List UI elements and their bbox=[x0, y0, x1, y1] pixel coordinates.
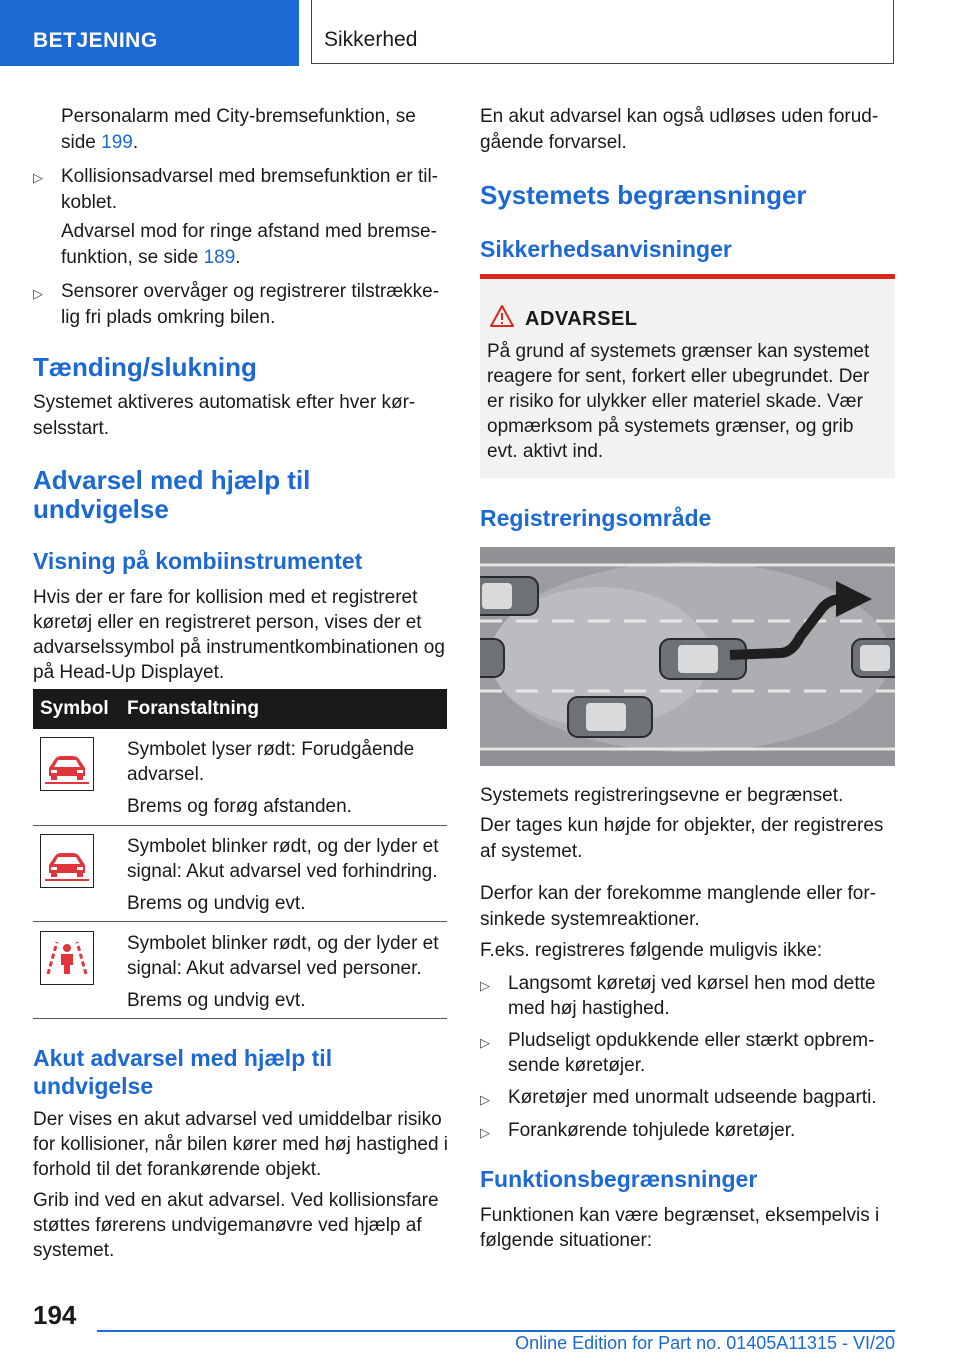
bullet-text: Forankørende tohjulede køretøjer. bbox=[508, 1120, 796, 1141]
body-text: Grib ind ved en akut advarsel. Ved kollisionsfare bbox=[33, 1190, 439, 1211]
table-cell-text: Symbolet blinker rødt, og der lyder et bbox=[127, 836, 439, 857]
table-cell-text: Brems og undvig evt. bbox=[127, 893, 306, 914]
warning-box bbox=[480, 274, 895, 478]
bullet-triangle-icon: ▷ bbox=[480, 1125, 490, 1140]
warning-text: På grund af systemets grænser kan systemet reagere for sent, forkert eller ubegrundet. Der er risiko for ulykker eller materiel skade. Vær opmærksom på systemets grænser, og grib evt. aktivt ind. bbox=[487, 341, 870, 462]
bullet-text: Sensorer overvåger og registrerer tilstrække- bbox=[61, 281, 440, 302]
section-tab bbox=[0, 0, 299, 66]
table-cell-text: Symbolet blinker rødt, og der lyder et bbox=[127, 933, 439, 954]
body-text: Derfor kan der forekomme manglende eller for- bbox=[480, 883, 877, 904]
bullet-text: med høj hastighed. bbox=[508, 998, 670, 1019]
page-link-199[interactable]: 199 bbox=[101, 132, 133, 153]
footer-divider bbox=[97, 1330, 895, 1332]
bullet-triangle-icon: ▷ bbox=[480, 1092, 490, 1107]
heading-sikkerhed: Sikkerhedsanvisninger bbox=[480, 236, 732, 262]
intro-text-2: side 199. bbox=[61, 132, 139, 153]
table-row-divider bbox=[33, 825, 447, 826]
body-text: selsstart. bbox=[33, 418, 110, 439]
chapter-box bbox=[311, 0, 894, 64]
heading-visning: Visning på kombiinstrumentet bbox=[33, 548, 363, 574]
warning-title: ADVARSEL bbox=[525, 308, 638, 330]
body-text: F.eks. registreres følgende muligvis ikke: bbox=[480, 940, 823, 961]
page-number: 194 bbox=[33, 1300, 77, 1330]
bullet-text: Kollisionsadvarsel med bremsefunktion er til- bbox=[61, 166, 438, 187]
table-row-divider bbox=[33, 1018, 447, 1019]
table-cell-text: Brems og forøg afstanden. bbox=[127, 796, 352, 817]
body-text: følgende situationer: bbox=[480, 1230, 653, 1251]
col-symbol: Symbol bbox=[40, 698, 109, 719]
table-cell-text: Brems og undvig evt. bbox=[127, 990, 306, 1011]
body-text: Systemets registreringsevne er begrænset. bbox=[480, 785, 844, 806]
bullet-text: Køretøjer med unormalt udseende bagparti. bbox=[508, 1087, 877, 1108]
bullet-triangle-icon: ▷ bbox=[480, 1035, 490, 1050]
body-text: Der vises en akut advarsel ved umiddelbar risiko bbox=[33, 1109, 442, 1130]
table-row-divider bbox=[33, 921, 447, 922]
symbol-table-header bbox=[33, 689, 447, 729]
heading-funktion: Funktionsbegrænsninger bbox=[480, 1166, 758, 1192]
footer-edition: Online Edition for Part no. 01405A11315 - VI/20 bbox=[515, 1333, 895, 1353]
heading-akut-2: undvigelse bbox=[33, 1073, 154, 1099]
body-text: sinkede systemreaktioner. bbox=[480, 909, 700, 930]
body-text: En akut advarsel kan også udløses uden forud- bbox=[480, 106, 879, 127]
page-link-189[interactable]: 189 bbox=[203, 247, 236, 268]
bullet-triangle-icon: ▷ bbox=[33, 286, 43, 301]
body-text: for kollisioner, når bilen kører med høj hastighed i bbox=[33, 1134, 449, 1155]
body-text: Systemet aktiveres automatisk efter hver kør- bbox=[33, 392, 416, 413]
body-text: køretøj eller en registreret person, vises der et bbox=[33, 612, 422, 633]
chapter-label: Sikkerhed bbox=[324, 28, 418, 51]
body-text: på Head-Up Displayet. bbox=[33, 662, 225, 683]
table-cell-text: Symbolet lyser rødt: Forudgående bbox=[127, 739, 415, 760]
bullet-text: koblet. bbox=[61, 192, 117, 213]
table-cell-text: signal: Akut advarsel ved forhindring. bbox=[127, 861, 438, 882]
heading-akut: Akut advarsel med hjælp til bbox=[33, 1045, 333, 1071]
person-warning-icon bbox=[40, 931, 94, 985]
detection-area-illustration bbox=[480, 547, 895, 766]
bullet-subtext: Advarsel mod for ringe afstand med bremse- bbox=[61, 221, 437, 242]
heading-begraensninger: Systemets begrænsninger bbox=[480, 180, 807, 210]
bullet-triangle-icon: ▷ bbox=[480, 978, 490, 993]
body-text: forhold til det forankørende objekt. bbox=[33, 1159, 322, 1180]
heading-advarsel: Advarsel med hjælp til bbox=[33, 465, 311, 495]
table-cell-text: advarsel. bbox=[127, 764, 205, 785]
body-text: Funktionen kan være begrænset, eksempelvis i bbox=[480, 1205, 880, 1226]
table-cell-text: signal: Akut advarsel ved personer. bbox=[127, 958, 422, 979]
body-text: af systemet. bbox=[480, 841, 583, 862]
bullet-triangle-icon: ▷ bbox=[33, 170, 43, 185]
col-action: Foranstaltning bbox=[127, 698, 259, 719]
body-text: systemet. bbox=[33, 1240, 115, 1261]
car-warning-icon bbox=[40, 737, 94, 791]
heading-advarsel-2: undvigelse bbox=[33, 494, 169, 524]
bullet-text: Langsomt køretøj ved kørsel hen mod dette bbox=[508, 973, 876, 994]
warning-triangle-icon bbox=[489, 304, 515, 328]
car-warning-icon bbox=[40, 834, 94, 888]
body-text: Hvis der er fare for kollision med et registreret bbox=[33, 587, 418, 608]
bullet-text: sende køretøjer. bbox=[508, 1055, 646, 1076]
section-label: BETJENING bbox=[33, 29, 158, 52]
bullet-text: Pludseligt opdukkende eller stærkt opbrem- bbox=[508, 1030, 875, 1051]
body-text: gående forvarsel. bbox=[480, 132, 627, 153]
bullet-subtext-2: funktion, se side 189. bbox=[61, 247, 241, 268]
intro-text: Personalarm med City-bremsefunktion, se bbox=[61, 106, 416, 127]
bullet-text: lig fri plads omkring bilen. bbox=[61, 307, 276, 328]
heading-taending: Tænding/slukning bbox=[33, 352, 257, 382]
body-text: Der tages kun højde for objekter, der registreres bbox=[480, 815, 884, 836]
body-text: støttes førerens undvigemanøvre ved hjælp af bbox=[33, 1215, 422, 1236]
body-text: advarselssymbol på instrumentkombinationen og bbox=[33, 637, 445, 658]
heading-registrering: Registreringsområde bbox=[480, 505, 712, 531]
